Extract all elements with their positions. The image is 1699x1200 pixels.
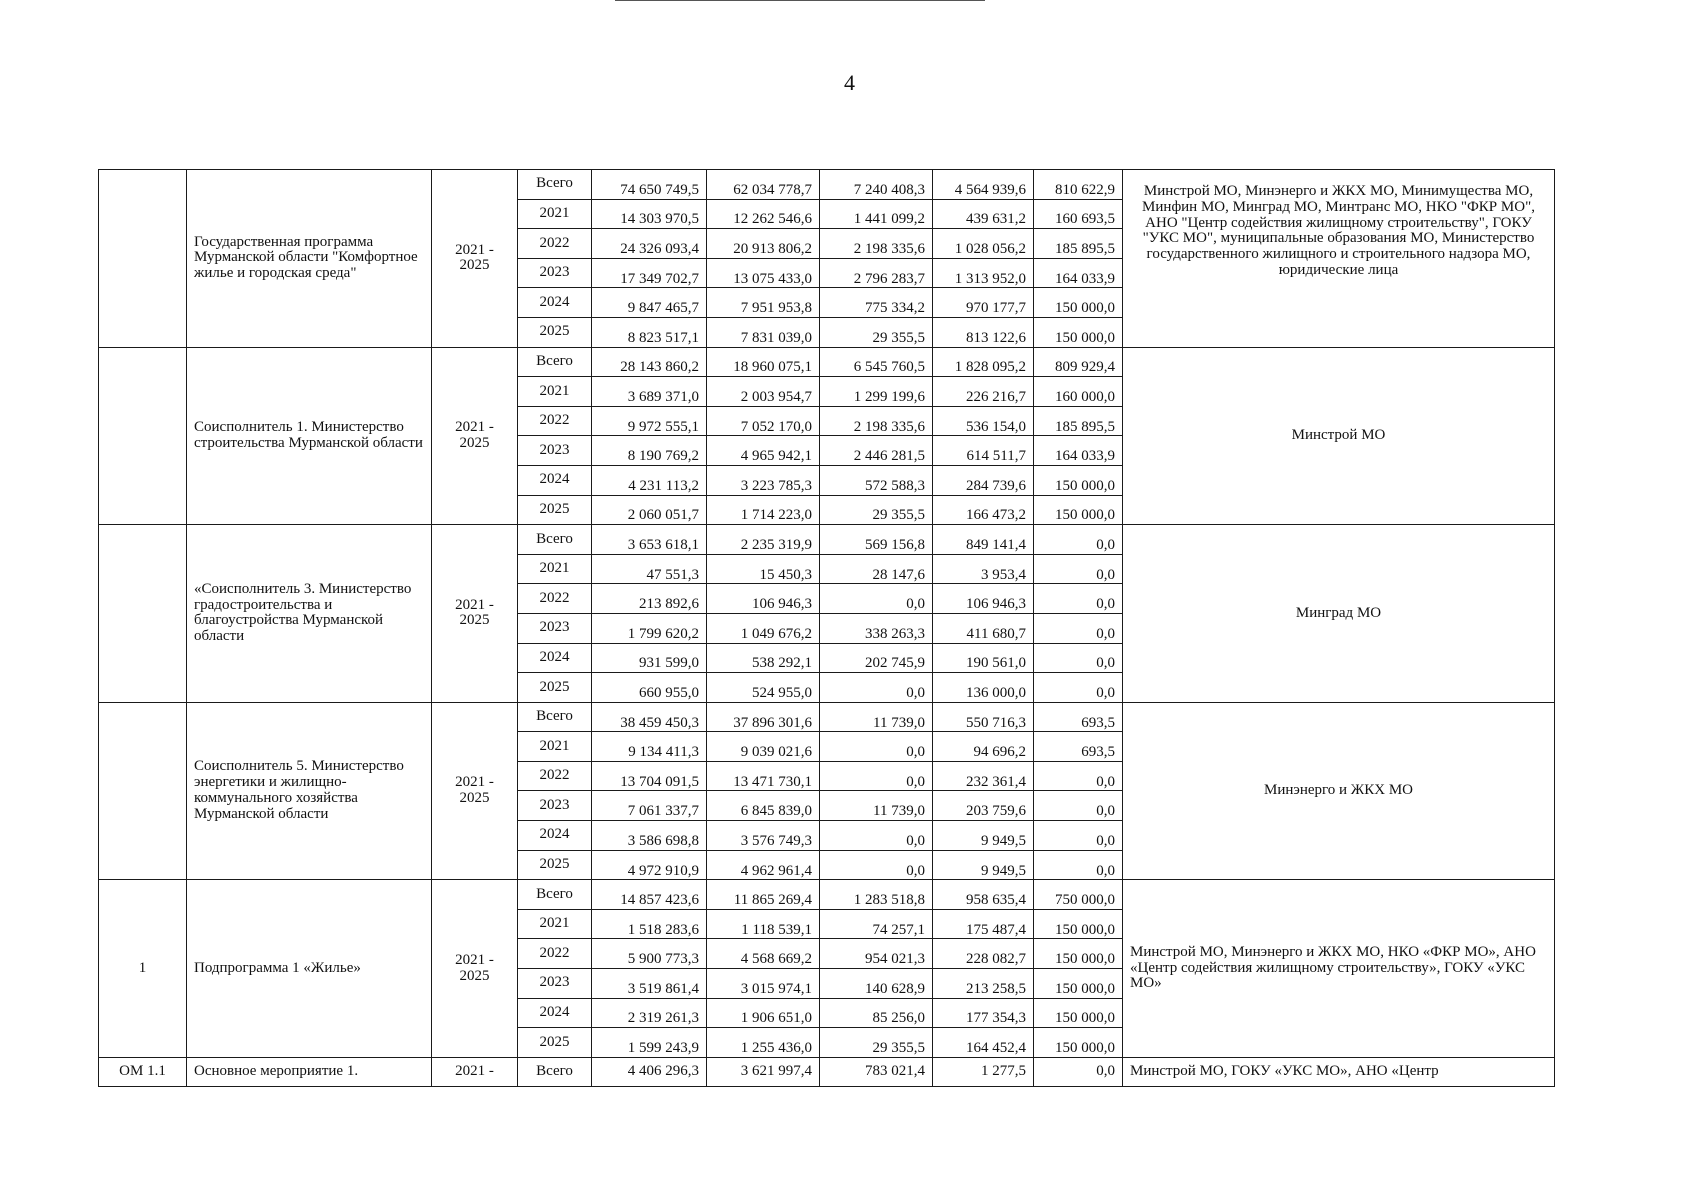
- value-federal: 7 951 953,8: [707, 288, 820, 318]
- year-cell: Всего: [518, 880, 592, 910]
- value-federal: 13 471 730,1: [707, 761, 820, 791]
- value-other: 810 622,9: [1034, 170, 1123, 200]
- scan-artifact-line: [615, 0, 985, 1]
- value-regional: 11 739,0: [820, 702, 933, 732]
- value-total: 1 518 283,6: [592, 909, 707, 939]
- value-federal: 20 913 806,2: [707, 229, 820, 259]
- value-other: 150 000,0: [1034, 288, 1123, 318]
- year-cell: 2024: [518, 821, 592, 851]
- value-federal: 13 075 433,0: [707, 258, 820, 288]
- value-other: 0,0: [1034, 821, 1123, 851]
- value-total: 9 847 465,7: [592, 288, 707, 318]
- funding-table-body: [99, 170, 1555, 1087]
- section-period: 2021 -: [432, 1057, 518, 1086]
- value-other: 0,0: [1034, 791, 1123, 821]
- value-federal: 3 015 974,1: [707, 969, 820, 999]
- value-total: 1 599 243,9: [592, 1028, 707, 1058]
- value-total: 14 303 970,5: [592, 199, 707, 229]
- value-federal: 4 568 669,2: [707, 939, 820, 969]
- value-total: 74 650 749,5: [592, 170, 707, 200]
- value-total: 8 190 769,2: [592, 436, 707, 466]
- value-federal: 9 039 021,6: [707, 732, 820, 762]
- value-regional: 0,0: [820, 732, 933, 762]
- value-total: 3 653 618,1: [592, 525, 707, 555]
- value-regional: 2 446 281,5: [820, 436, 933, 466]
- value-regional: 1 299 199,6: [820, 377, 933, 407]
- value-federal: 2 235 319,9: [707, 525, 820, 555]
- year-cell: 2025: [518, 317, 592, 347]
- value-federal: 6 845 839,0: [707, 791, 820, 821]
- value-other: 0,0: [1034, 643, 1123, 673]
- value-regional: 2 198 335,6: [820, 406, 933, 436]
- value-regional: 29 355,5: [820, 495, 933, 525]
- value-local: 970 177,7: [933, 288, 1034, 318]
- year-cell: 2024: [518, 643, 592, 673]
- value-other: 0,0: [1034, 850, 1123, 880]
- value-federal: 2 003 954,7: [707, 377, 820, 407]
- year-cell: 2021: [518, 377, 592, 407]
- section-executors: Минград МО: [1123, 525, 1555, 703]
- year-cell: Всего: [518, 170, 592, 200]
- value-total: 17 349 702,7: [592, 258, 707, 288]
- value-local: 4 564 939,6: [933, 170, 1034, 200]
- value-federal: 3 576 749,3: [707, 821, 820, 851]
- value-local: 9 949,5: [933, 850, 1034, 880]
- year-cell: Всего: [518, 347, 592, 377]
- value-regional: 6 545 760,5: [820, 347, 933, 377]
- section-executors: Минстрой МО, Минэнерго и ЖКХ МО, НКО «ФКР МО», АНО «Центр содействия жилищному строительству», ГОКУ «УКС МО»: [1123, 880, 1555, 1058]
- section-executors: Минстрой МО, ГОКУ «УКС МО», АНО «Центр: [1123, 1057, 1555, 1086]
- value-local: 536 154,0: [933, 406, 1034, 436]
- value-local: 213 258,5: [933, 969, 1034, 999]
- year-cell: 2023: [518, 969, 592, 999]
- section-number: ОМ 1.1: [99, 1057, 187, 1086]
- table-row: [99, 170, 1555, 200]
- year-cell: 2022: [518, 584, 592, 614]
- year-cell: 2024: [518, 465, 592, 495]
- section-name: Соисполнитель 5. Министерство энергетики и жилищно-коммунального хозяйства Мурманской области: [187, 702, 432, 880]
- year-cell: 2021: [518, 732, 592, 762]
- value-regional: 11 739,0: [820, 791, 933, 821]
- value-total: 28 143 860,2: [592, 347, 707, 377]
- value-regional: 775 334,2: [820, 288, 933, 318]
- value-regional: 140 628,9: [820, 969, 933, 999]
- value-total: 2 060 051,7: [592, 495, 707, 525]
- value-local: 9 949,5: [933, 821, 1034, 851]
- value-other: 150 000,0: [1034, 939, 1123, 969]
- section-name: Подпрограмма 1 «Жилье»: [187, 880, 432, 1058]
- value-total: 4 406 296,3: [592, 1057, 707, 1086]
- value-other: 150 000,0: [1034, 969, 1123, 999]
- value-regional: 1 441 099,2: [820, 199, 933, 229]
- section-number: [99, 525, 187, 703]
- section-executors: Минстрой МО, Минэнерго и ЖКХ МО, Минимущества МО, Минфин МО, Минград МО, Минтранс МО, НКО "ФКР МО", АНО "Центр содействия жилищному строительству", ГОКУ "УКС МО", муниципальные образования МО, Министерство государственного жилищного и строительного надзора МО, юридические лица: [1123, 170, 1555, 348]
- value-total: 7 061 337,7: [592, 791, 707, 821]
- year-cell: 2021: [518, 909, 592, 939]
- value-regional: 0,0: [820, 821, 933, 851]
- value-total: 931 599,0: [592, 643, 707, 673]
- value-other: 185 895,5: [1034, 406, 1123, 436]
- year-cell: Всего: [518, 1057, 592, 1086]
- year-cell: 2025: [518, 495, 592, 525]
- value-federal: 538 292,1: [707, 643, 820, 673]
- value-local: 177 354,3: [933, 998, 1034, 1028]
- value-other: 164 033,9: [1034, 436, 1123, 466]
- value-other: 750 000,0: [1034, 880, 1123, 910]
- value-other: 150 000,0: [1034, 909, 1123, 939]
- value-other: 0,0: [1034, 1057, 1123, 1086]
- value-regional: 2 198 335,6: [820, 229, 933, 259]
- section-number: [99, 170, 187, 348]
- value-local: 813 122,6: [933, 317, 1034, 347]
- value-regional: 28 147,6: [820, 554, 933, 584]
- value-local: 175 487,4: [933, 909, 1034, 939]
- value-other: 185 895,5: [1034, 229, 1123, 259]
- year-cell: 2022: [518, 406, 592, 436]
- year-cell: 2023: [518, 258, 592, 288]
- value-local: 284 739,6: [933, 465, 1034, 495]
- value-regional: 85 256,0: [820, 998, 933, 1028]
- year-cell: 2023: [518, 791, 592, 821]
- year-cell: 2023: [518, 613, 592, 643]
- value-local: 411 680,7: [933, 613, 1034, 643]
- value-local: 164 452,4: [933, 1028, 1034, 1058]
- value-federal: 11 865 269,4: [707, 880, 820, 910]
- value-other: 150 000,0: [1034, 1028, 1123, 1058]
- value-other: 693,5: [1034, 732, 1123, 762]
- year-cell: 2022: [518, 229, 592, 259]
- value-total: 3 689 371,0: [592, 377, 707, 407]
- section-name: Основное мероприятие 1.: [187, 1057, 432, 1086]
- value-other: 0,0: [1034, 584, 1123, 614]
- value-federal: 1 906 651,0: [707, 998, 820, 1028]
- value-total: 3 519 861,4: [592, 969, 707, 999]
- value-regional: 202 745,9: [820, 643, 933, 673]
- value-local: 1 313 952,0: [933, 258, 1034, 288]
- value-federal: 12 262 546,6: [707, 199, 820, 229]
- value-total: 38 459 450,3: [592, 702, 707, 732]
- value-other: 0,0: [1034, 761, 1123, 791]
- year-cell: 2023: [518, 436, 592, 466]
- section-period: 2021 - 2025: [432, 170, 518, 348]
- value-other: 150 000,0: [1034, 998, 1123, 1028]
- year-cell: Всего: [518, 702, 592, 732]
- value-other: 164 033,9: [1034, 258, 1123, 288]
- value-other: 160 693,5: [1034, 199, 1123, 229]
- value-total: 660 955,0: [592, 673, 707, 703]
- value-other: 809 929,4: [1034, 347, 1123, 377]
- value-other: 693,5: [1034, 702, 1123, 732]
- section-period: 2021 - 2025: [432, 525, 518, 703]
- year-cell: 2021: [518, 199, 592, 229]
- value-federal: 4 965 942,1: [707, 436, 820, 466]
- value-total: 213 892,6: [592, 584, 707, 614]
- value-regional: 29 355,5: [820, 1028, 933, 1058]
- value-federal: 1 049 676,2: [707, 613, 820, 643]
- year-cell: 2024: [518, 998, 592, 1028]
- section-executors: Минэнерго и ЖКХ МО: [1123, 702, 1555, 880]
- value-regional: 783 021,4: [820, 1057, 933, 1086]
- value-total: 9 972 555,1: [592, 406, 707, 436]
- value-regional: 338 263,3: [820, 613, 933, 643]
- value-regional: 569 156,8: [820, 525, 933, 555]
- value-total: 47 551,3: [592, 554, 707, 584]
- value-local: 190 561,0: [933, 643, 1034, 673]
- year-cell: 2024: [518, 288, 592, 318]
- value-federal: 62 034 778,7: [707, 170, 820, 200]
- value-total: 5 900 773,3: [592, 939, 707, 969]
- value-federal: 37 896 301,6: [707, 702, 820, 732]
- section-number: [99, 347, 187, 525]
- value-federal: 106 946,3: [707, 584, 820, 614]
- section-name: Государственная программа Мурманской области "Комфортное жилье и городская среда": [187, 170, 432, 348]
- value-total: 4 972 910,9: [592, 850, 707, 880]
- value-local: 550 716,3: [933, 702, 1034, 732]
- value-federal: 3 223 785,3: [707, 465, 820, 495]
- value-federal: 15 450,3: [707, 554, 820, 584]
- section-number: [99, 702, 187, 880]
- table-row: [99, 347, 1555, 377]
- value-federal: 4 962 961,4: [707, 850, 820, 880]
- year-cell: 2022: [518, 761, 592, 791]
- value-regional: 7 240 408,3: [820, 170, 933, 200]
- page-number: 4: [844, 70, 855, 95]
- value-total: 9 134 411,3: [592, 732, 707, 762]
- value-local: 849 141,4: [933, 525, 1034, 555]
- value-other: 150 000,0: [1034, 465, 1123, 495]
- value-other: 0,0: [1034, 554, 1123, 584]
- value-total: 3 586 698,8: [592, 821, 707, 851]
- year-cell: Всего: [518, 525, 592, 555]
- table-row: [99, 702, 1555, 732]
- value-regional: 0,0: [820, 850, 933, 880]
- value-federal: 1 118 539,1: [707, 909, 820, 939]
- value-regional: 572 588,3: [820, 465, 933, 495]
- value-total: 4 231 113,2: [592, 465, 707, 495]
- value-regional: 29 355,5: [820, 317, 933, 347]
- value-federal: 1 714 223,0: [707, 495, 820, 525]
- value-federal: 524 955,0: [707, 673, 820, 703]
- section-executors: Минстрой МО: [1123, 347, 1555, 525]
- value-local: 106 946,3: [933, 584, 1034, 614]
- value-regional: 0,0: [820, 761, 933, 791]
- value-regional: 954 021,3: [820, 939, 933, 969]
- value-total: 2 319 261,3: [592, 998, 707, 1028]
- value-total: 8 823 517,1: [592, 317, 707, 347]
- section-name: Соисполнитель 1. Министерство строительства Мурманской области: [187, 347, 432, 525]
- value-regional: 2 796 283,7: [820, 258, 933, 288]
- table-row: [99, 1057, 1555, 1086]
- year-cell: 2025: [518, 1028, 592, 1058]
- value-regional: 1 283 518,8: [820, 880, 933, 910]
- value-regional: 74 257,1: [820, 909, 933, 939]
- section-name: «Соисполнитель 3. Министерство градостроительства и благоустройства Мурманской области: [187, 525, 432, 703]
- value-federal: 18 960 075,1: [707, 347, 820, 377]
- value-other: 0,0: [1034, 673, 1123, 703]
- value-local: 226 216,7: [933, 377, 1034, 407]
- value-other: 150 000,0: [1034, 495, 1123, 525]
- year-cell: 2025: [518, 673, 592, 703]
- value-local: 94 696,2: [933, 732, 1034, 762]
- section-number: 1: [99, 880, 187, 1058]
- value-local: 228 082,7: [933, 939, 1034, 969]
- section-period: 2021 - 2025: [432, 702, 518, 880]
- value-federal: 3 621 997,4: [707, 1057, 820, 1086]
- value-total: 13 704 091,5: [592, 761, 707, 791]
- section-period: 2021 - 2025: [432, 880, 518, 1058]
- table-row: [99, 880, 1555, 910]
- value-other: 0,0: [1034, 525, 1123, 555]
- value-local: 232 361,4: [933, 761, 1034, 791]
- value-local: 166 473,2: [933, 495, 1034, 525]
- value-total: 24 326 093,4: [592, 229, 707, 259]
- value-local: 1 277,5: [933, 1057, 1034, 1086]
- value-other: 150 000,0: [1034, 317, 1123, 347]
- value-local: 136 000,0: [933, 673, 1034, 703]
- value-other: 160 000,0: [1034, 377, 1123, 407]
- value-total: 1 799 620,2: [592, 613, 707, 643]
- value-local: 203 759,6: [933, 791, 1034, 821]
- year-cell: 2022: [518, 939, 592, 969]
- value-local: 1 028 056,2: [933, 229, 1034, 259]
- value-regional: 0,0: [820, 673, 933, 703]
- value-local: 439 631,2: [933, 199, 1034, 229]
- section-period: 2021 - 2025: [432, 347, 518, 525]
- value-local: 3 953,4: [933, 554, 1034, 584]
- value-federal: 7 831 039,0: [707, 317, 820, 347]
- value-local: 614 511,7: [933, 436, 1034, 466]
- value-federal: 1 255 436,0: [707, 1028, 820, 1058]
- value-federal: 7 052 170,0: [707, 406, 820, 436]
- year-cell: 2021: [518, 554, 592, 584]
- funding-table: [98, 169, 1555, 1087]
- value-local: 1 828 095,2: [933, 347, 1034, 377]
- table-row: [99, 525, 1555, 555]
- year-cell: 2025: [518, 850, 592, 880]
- value-other: 0,0: [1034, 613, 1123, 643]
- value-regional: 0,0: [820, 584, 933, 614]
- value-local: 958 635,4: [933, 880, 1034, 910]
- value-total: 14 857 423,6: [592, 880, 707, 910]
